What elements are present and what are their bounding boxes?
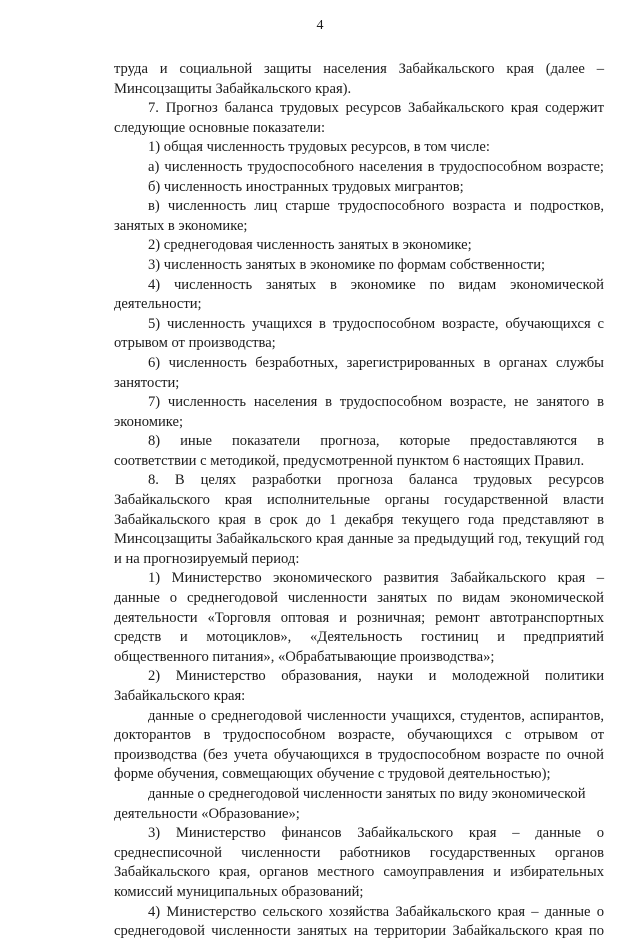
text-line: Забайкальского края исполнительные органы государственной власти — [114, 492, 604, 509]
text-line: а) численность трудоспособного населения в трудоспособном возрасте; — [148, 158, 604, 175]
text-line: данные о среднегодовой численности учащихся, студентов, аспирантов, — [148, 707, 604, 724]
text-line: форме обучения, совмещающих обучение с трудовой деятельностью); — [114, 766, 551, 783]
document-body — [114, 60, 604, 942]
text-line: занятости; — [114, 374, 180, 391]
text-line: комиссий муниципальных образований; — [114, 883, 364, 900]
text-line: Минсоцзащиты Забайкальского края). — [114, 80, 352, 97]
text-line: 1) общая численность трудовых ресурсов, в том числе: — [148, 139, 490, 156]
text-line: средств и мотоциклов», «Деятельность гостиниц и предприятий — [114, 629, 604, 646]
text-line: экономике; — [114, 413, 184, 430]
text-line: соответствии с методикой, предусмотренной пунктом 6 настоящих Правил. — [114, 452, 585, 469]
text-line: и на прогнозируемый период: — [114, 550, 300, 567]
text-line: деятельности «Торговля оптовая и розничная; ремонт автотранспортных — [114, 609, 604, 626]
text-line: Забайкальского края, органов местного самоуправления и избирательных — [114, 864, 604, 881]
text-line: труда и социальной защиты населения Забайкальского края (далее – — [114, 61, 604, 77]
text-line: отрывом от производства; — [114, 335, 276, 352]
text-line: 3) численность занятых в экономике по формам собственности; — [148, 256, 546, 273]
text-line: данные о среднегодовой численности занятых по видам экономической — [114, 590, 604, 607]
text-line: производства (без учета обучающихся в трудоспособном возрасте по очной — [114, 746, 604, 763]
text-line: общественного питания», «Обрабатывающие производства»; — [114, 648, 495, 665]
page-number: 4 — [316, 18, 324, 33]
text-line: среднегодовой численности занятых на территории Забайкальского края по — [114, 923, 604, 940]
text-line: 3) Министерство финансов Забайкальского края – данные о — [148, 825, 604, 842]
text-line: 1) Министерство экономического развития Забайкальского края – — [148, 570, 604, 587]
text-line: Забайкальского края в срок до 1 декабря текущего года представляют в — [114, 511, 604, 528]
text-line: 5) численность учащихся в трудоспособном возрасте, обучающихся с — [148, 315, 604, 332]
text-line: занятых в экономике; — [114, 217, 248, 234]
text-line: 8. В целях разработки прогноза баланса трудовых ресурсов — [148, 472, 604, 489]
text-line: 7) численность населения в трудоспособном возрасте, не занятого в — [148, 394, 604, 411]
text-line: Забайкальского края: — [114, 688, 246, 704]
text-line: б) численность иностранных трудовых мигрантов; — [148, 178, 464, 195]
text-line: 2) среднегодовая численность занятых в экономике; — [148, 237, 472, 254]
text-line: следующие основные показатели: — [114, 119, 326, 136]
text-line: 6) численность безработных, зарегистрированных в органах службы — [148, 354, 604, 371]
text-line: 2) Министерство образования, науки и молодежной политики — [148, 668, 604, 685]
text-line: среднесписочной численности работников государственных органов — [114, 844, 604, 861]
text-line: 8) иные показатели прогноза, которые предоставляются в — [148, 433, 604, 450]
text-line: Минсоцзащиты Забайкальского края данные за предыдущий год, текущий год — [114, 531, 604, 548]
text-line: данные о среднегодовой численности занятых по виду экономической — [148, 785, 586, 802]
text-line: в) численность лиц старше трудоспособного возраста и подростков, — [148, 198, 604, 215]
text-line: деятельности; — [114, 296, 202, 313]
text-line: 7. Прогноз баланса трудовых ресурсов Забайкальского края содержит — [148, 100, 604, 117]
text-line: деятельности «Образование»; — [114, 805, 300, 822]
text-line: 4) Министерство сельского хозяйства Забайкальского края – данные о — [148, 903, 604, 920]
text-line: докторантов в трудоспособном возрасте, обучающихся с отрывом от — [114, 727, 604, 744]
text-line: 4) численность занятых в экономике по видам экономической — [148, 276, 604, 293]
